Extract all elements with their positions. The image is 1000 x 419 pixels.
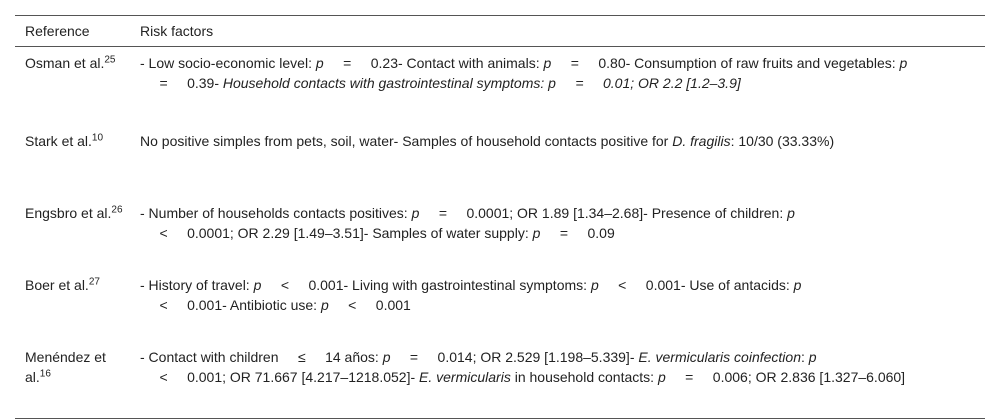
- risk-text: = 0.23- Contact with animals:: [323, 55, 544, 71]
- risk-text: : 10/30 (33.33%): [730, 133, 835, 149]
- risk-text: < 0.001: [328, 297, 411, 313]
- reference-citation: 25: [104, 54, 116, 66]
- risk-text: = 0.09: [540, 225, 615, 241]
- risk-text: Household contacts with gastrointestinal symptoms: p = 0.01; OR 2.2 [1.2–3.9]: [222, 75, 741, 91]
- risk-factors-table: [15, 15, 985, 419]
- risk-text: = 0.0001; OR 1.89 [1.34–2.68]- Presence of children:: [419, 205, 788, 221]
- reference-citation: 26: [111, 204, 123, 216]
- reference-cell: [15, 347, 130, 387]
- risk-text: p: [382, 349, 391, 365]
- risk-text: < 0.0001; OR 2.29 [1.49–3.51]- Samples of water supply:: [140, 225, 533, 241]
- risk-factors-cell: [130, 347, 985, 387]
- risk-text: :: [801, 349, 809, 365]
- risk-text: in household contacts:: [510, 369, 658, 385]
- risk-text: E. vermicularis: [419, 369, 511, 385]
- risk-text: p: [320, 297, 329, 313]
- table-row: [15, 341, 985, 418]
- reference-name: Stark et al.: [25, 133, 92, 149]
- risk-text: p: [532, 225, 541, 241]
- risk-text: - Low socio-economic level:: [140, 55, 316, 71]
- risk-text: E. vermicularis coinfection: [638, 349, 801, 365]
- risk-factors-cell: [130, 131, 985, 151]
- risk-text: p: [543, 55, 552, 71]
- risk-factors-cell: [130, 53, 985, 93]
- risk-text: p: [808, 349, 817, 365]
- risk-text: p: [253, 277, 262, 293]
- risk-factors-cell: [130, 275, 985, 315]
- risk-text: p: [793, 277, 802, 293]
- risk-factors-cell: [130, 203, 985, 243]
- risk-text: p: [899, 55, 908, 71]
- table-row: [15, 125, 985, 197]
- header-reference: Reference: [25, 23, 90, 39]
- reference-citation: 27: [88, 276, 100, 288]
- reference-name: Osman et al.: [25, 55, 105, 71]
- risk-text: = 0.014; OR 2.529 [1.198–5.339]-: [390, 349, 639, 365]
- risk-text: < 0.001- Antibiotic use:: [140, 297, 321, 313]
- risk-text: D. fragilis: [672, 133, 731, 149]
- table-row: [15, 269, 985, 341]
- reference-citation: 10: [91, 132, 104, 144]
- reference-cell: [15, 131, 130, 151]
- table-row: [15, 197, 985, 269]
- reference-cell: [15, 53, 130, 73]
- reference-name: Boer et al.: [25, 277, 89, 293]
- risk-text: = 0.80- Consumption of raw fruits and vegetables:: [551, 55, 900, 71]
- table-header-row: [15, 16, 985, 46]
- risk-text: p: [787, 205, 795, 221]
- risk-text: - History of travel:: [140, 277, 254, 293]
- header-risk-factors: Risk factors: [140, 23, 214, 39]
- risk-text: < 0.001; OR 71.667 [4.217–1218.052]-: [140, 369, 420, 385]
- table-row: [15, 47, 985, 125]
- reference-cell: [15, 275, 130, 295]
- risk-text: = 0.006; OR 2.836 [1.327–6.060]: [665, 369, 906, 385]
- reference-name: Menéndez et al.: [25, 349, 106, 385]
- reference-name: Engsbro et al.: [25, 205, 112, 221]
- risk-text: - Number of households contacts positives:: [140, 205, 412, 221]
- risk-text: = 0.39-: [140, 75, 223, 91]
- risk-text: No positive simples from pets, soil, water- Samples of household contacts positive for: [140, 133, 673, 149]
- reference-cell: [15, 203, 130, 223]
- reference-citation: 16: [39, 368, 51, 380]
- risk-text: p: [315, 55, 324, 71]
- risk-text: p: [590, 277, 599, 293]
- risk-text: p: [657, 369, 666, 385]
- risk-text: < 0.001- Use of antacids:: [598, 277, 794, 293]
- risk-text: - Contact with children ≤ 14 años:: [140, 349, 383, 365]
- risk-text: p: [411, 205, 420, 221]
- risk-text: < 0.001- Living with gastrointestinal symptoms:: [261, 277, 591, 293]
